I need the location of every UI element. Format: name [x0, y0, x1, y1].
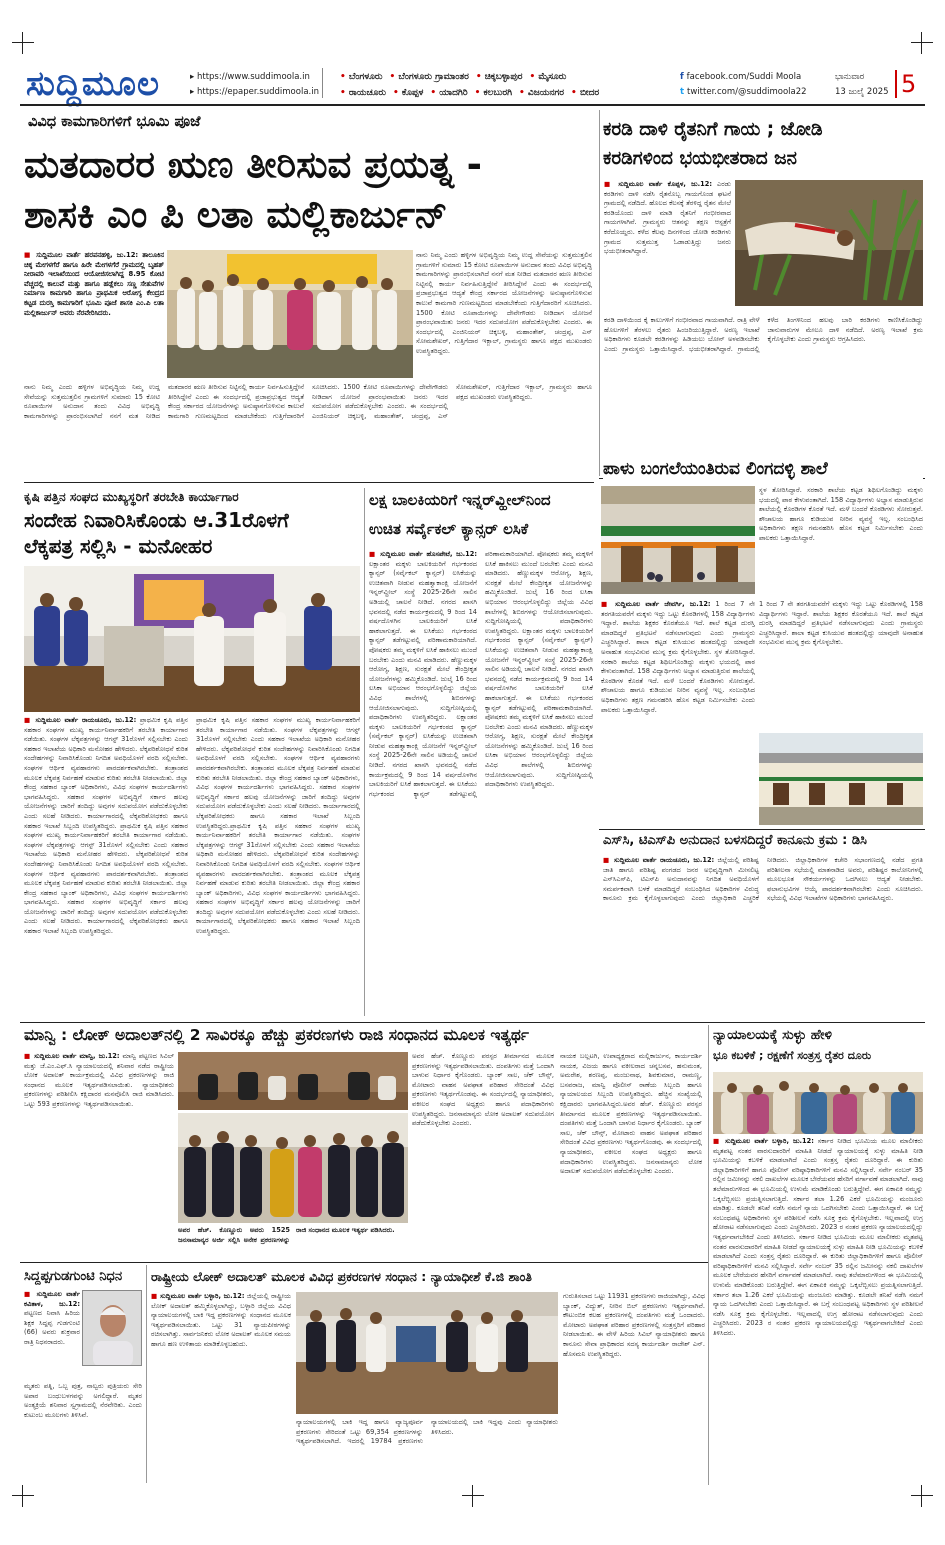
nav-item[interactable]: • ಚಿಕ್ಕಬಳ್ಳಾಪುರ: [476, 72, 523, 82]
adalat-body-left: [24, 1052, 174, 1257]
national-adalat-body-mid: [296, 1418, 558, 1482]
school-photo-2: [759, 733, 923, 825]
masthead-date: [835, 70, 889, 100]
column-divider: [599, 110, 600, 476]
divider: [895, 70, 897, 98]
adalat-headline: ಮಾನ್ವಿ : ಲೋಕ್ ಅದಾಲತ್‌ನಲ್ಲಿ 2 ಸಾವಿರಕ್ಕೂ ಹೆಚ್ಚು ಪ್ರಕರಣಗಳು ರಾಜಿ ಸಂಧಾನದ ಮೂಲಕ ಇತ್ಯರ್ಥ: [24, 1026, 529, 1044]
national-adalat-body-1: ಜಿಲ್ಲೆಯಲ್ಲಿ ರಾಷ್ಟ್ರೀಯ ಲೋಕ್ ಅದಾಲತ್ ಹಮ್ಮಿಕೊಳ್ಳಲಾಗಿದ್ದು, ಬಳ್ಳಾರಿ ಜಿಲ್ಲೆಯ ವಿವಿಧ ನ್ಯಾಯಾಲಯಗಳಲ್ಲಿ ಬಾಕಿ ಇದ್ದ ಪ್ರಕರಣಗಳನ್ನು ಸಂಧಾನದ ಮೂಲಕ ಇತ್ಯರ್ಥಪಡಿಸಲಾಯಿತು. ಒಟ್ಟು 31 ನ್ಯಾಯಪೀಠಗಳನ್ನು ರಚಿಸಲಾಗಿತ್ತು. ಸಾರ್ವಜನಿಕರು ಲೋಕ ಅದಾಲತ್ ಮೂಲಕ ಸಮಯ ಹಾಗೂ ಹಣ ಉಳಿತಾಯ ಮಾಡಿಕೊಳ್ಳಬಹುದು.: [151, 1292, 291, 1348]
school-body-top: [759, 486, 923, 598]
bear-headline-1: ಕರಡಿ ದಾಳಿ ರೈತನಿಗೆ ಗಾಯ ; ಜೋಡಿ: [603, 119, 823, 140]
land-body: [713, 1137, 923, 1482]
training-body-left: [24, 716, 188, 1016]
adalat-caption: ಅಪರ ಹೆಚ್. ಕೊಣ್ಣೂರು ಅವರು 1525 ಜನಸಾಮಾನ್ಯರ ಅರ್ಜಿ ಸಲ್ಲಿಸಿ ಅನೇಕ ಪ್ರಕರಣಗಳನ್ನು ರಾಜಿ ಸಂಧಾನದ ಮೂಲಕ ಇತ್ಯರ್ಥ ಪಡಿಸಿದರು.: [178, 1226, 395, 1244]
lead-body: [24, 383, 592, 478]
nav-item[interactable]: • ಕಲಬುರಗಿ: [475, 88, 512, 98]
training-body-right: [196, 716, 360, 1016]
bear-dateline: ■ ಸುದ್ದಿಮೂಲ ವಾರ್ತೆ ಕೊಪ್ಪಳ, ಜು.12:: [604, 180, 712, 188]
section-rule: [20, 1022, 925, 1023]
twitter-icon: t: [680, 87, 688, 97]
land-photo: [713, 1072, 923, 1134]
bear-body-2: ಕರಡಿ ದಾಳಿಯಿಂದ ಕೈ ಕಾಲುಗಳಿಗೆ ಗಂಭೀರವಾದ ಗಾಯವಾಗಿದೆ. ರಾತ್ರಿ ವೇಳೆ ಹೊಲಗಳಿಗೆ ತೆರಳಲು ರೈತರು ಹಿಂಜರಿಯುತ್ತಿದ್ದಾರೆ. ಅರಣ್ಯ ಇಲಾಖೆ ಅಧಿಕಾರಿಗಳು ಕೂಡಲೇ ಕರಡಿಗಳನ್ನು ಹಿಡಿಯಲು ಬೋನ್ ಅಳವಡಿಸಬೇಕು ಎಂದು ಗ್ರಾಮಸ್ಥರು ಒತ್ತಾಯಿಸಿದ್ದಾರೆ. ಭಯಭೀತರಾಗಿದ್ದಾರೆ. ಗ್ರಾಮದಲ್ಲಿ ಕಳೆದ ತಿಂಗಳಿನಿಂದ ಹಲವು ಬಾರಿ ಕರಡಿಗಳು ಕಾಣಿಸಿಕೊಂಡಿದ್ದು ಜಾನುವಾರುಗಳ ಮೇಲೂ ದಾಳಿ ನಡೆದಿದೆ. ಅರಣ್ಯ ಇಲಾಖೆ ಕ್ರಮ ಕೈಗೊಳ್ಳಬೇಕು ಎಂದು ಗ್ರಾಮಸ್ಥರು ಆಗ್ರಹಿಸಿದರು.: [604, 316, 923, 353]
land-body-cont: ಸರ್ಕಾರ ನೀಡಿದ ಭೂಮಿಯ ಮೂಲ ಮಾಲೀಕರು ಮೃತಪಟ್ಟ ನಂತರ ವಾರಸುದಾರರಿಗೆ ಮಾಹಿತಿ ನೀಡದೆ ನ್ಯಾಯಾಲಯಕ್ಕೆ ಸುಳ್ಳು ಮಾಹಿತಿ ನೀಡಿ ಭೂಮಿಯನ್ನು ಕಬಳಿಕೆ ಮಾಡಲಾಗಿದೆ ಎಂದು ಸಂತ್ರಸ್ತ ರೈತರು ದೂರಿದ್ದಾರೆ. ಈ ಕುರಿತು ಜಿಲ್ಲಾಧಿಕಾರಿಗಳಿಗೆ ಹಾಗೂ ಪೊಲೀಸ್ ವರಿಷ್ಠಾಧಿಕಾರಿಗಳಿಗೆ ಮನವಿ ಸಲ್ಲಿಸಿದ್ದಾರೆ. ಸರ್ವೇ ನಂಬರ್ 35 ರಲ್ಲಿನ ಜಮೀನನ್ನು ನಕಲಿ ದಾಖಲೆಗಳ ಮೂಲಕ ಬೇರೆಯವರ ಹೆಸರಿಗೆ ವರ್ಗಾವಣೆ ಮಾಡಲಾಗಿದೆ. ನಾವು ತಲೆಮಾರುಗಳಿಂದ ಈ ಭೂಮಿಯಲ್ಲಿ ಉಳುಮೆ ಮಾಡಿಕೊಂಡು ಬರುತ್ತಿದ್ದೇವೆ. ಈಗ ಏಕಾಏಕಿ ನಮ್ಮನ್ನು ಒಕ್ಕಲೆಬ್ಬಿಸಲು ಪ್ರಯತ್ನಿಸಲಾಗುತ್ತಿದೆ. ಸರ್ಕಾರ ತಲಾ 1.26 ಎಕರೆ ಭೂಮಿಯನ್ನು ಮಂಜೂರು ಮಾಡಿತ್ತು. ಕೂಡಲೇ ತನಿಖೆ ನಡೆಸಿ ನಮಗೆ ನ್ಯಾಯ ಒದಗಿಸಬೇಕು ಎಂದು ಒತ್ತಾಯಿಸಿದ್ದಾರೆ. ಈ ಬಗ್ಗೆ ಸಂಬಂಧಪಟ್ಟ ಅಧಿಕಾರಿಗಳು ಸ್ಥಳ ಪರಿಶೀಲನೆ ನಡೆಸಿ ಸೂಕ್ತ ಕ್ರಮ ಕೈಗೊಳ್ಳಬೇಕು. ಇಲ್ಲವಾದಲ್ಲಿ ಉಗ್ರ ಹೋರಾಟ ನಡೆಸಲಾಗುವುದು ಎಂದು ಎಚ್ಚರಿಸಿದರು. 2023 ರ ನಂತರ ಪ್ರಕರಣ ನ್ಯಾಯಾಲಯದಲ್ಲಿದ್ದು ಇತ್ಯರ್ಥವಾಗಬೇಕಿದೆ ಎಂದು ತಿಳಿಸಿದರು.: [713, 1232, 923, 1337]
adalat-body-right: [560, 1052, 702, 1257]
facebook-link[interactable]: facebook.com/Suddi Moola: [686, 72, 802, 82]
masthead-social: [680, 70, 807, 100]
school-dateline: ■ ಸುದ್ದಿಮೂಲ ವಾರ್ತೆ ಜೇವರ್ಗಿ, ಜು.12:: [601, 600, 711, 608]
divider: [322, 68, 323, 98]
adalat-photo-1: [178, 1052, 408, 1110]
masthead-logo: ಸುದ್ದಿಮೂಲ: [26, 64, 160, 104]
national-adalat-photo: [296, 1292, 558, 1414]
bear-intro: [604, 180, 731, 315]
school-headline: ಪಾಳು ಬಂಗಲೆಯಂತಿರುವ ಲಿಂಗದಳ್ಳಿ ಶಾಲೆ: [603, 458, 923, 479]
training-body-right-text: ಪ್ರಾಥಮಿಕ ಕೃಷಿ ಪತ್ತಿನ ಸಹಕಾರ ಸಂಘಗಳ ಮುಖ್ಯ ಕಾರ್ಯನಿರ್ವಾಹಕರಿಗೆ ತರಬೇತಿ ಕಾರ್ಯಾಗಾರ ನಡೆಯಿತು. ಸಂಘಗಳ ಲೆಕ್ಕಪತ್ರಗಳನ್ನು ಆಗಸ್ಟ್ 31ರೊಳಗೆ ಸಲ್ಲಿಸಬೇಕು ಎಂದು ಸಹಕಾರ ಇಲಾಖೆಯ ಅಧಿಕಾರಿ ಮನೋಹರ ಹೇಳಿದರು. ಲೆಕ್ಕಪರಿಶೋಧನೆ ಕುರಿತ ಸಂದೇಹಗಳನ್ನು ನಿವಾರಿಸಿಕೊಂಡು ನಿಗದಿತ ಅವಧಿಯೊಳಗೆ ವರದಿ ಸಲ್ಲಿಸಬೇಕು. ಸಂಘಗಳ ಆರ್ಥಿಕ ವ್ಯವಹಾರಗಳು ಪಾರದರ್ಶಕವಾಗಿರಬೇಕು. ತಂತ್ರಾಂಶದ ಮೂಲಕ ಲೆಕ್ಕಪತ್ರ ನಿರ್ವಹಣೆ ಮಾಡುವ ಕುರಿತು ತರಬೇತಿ ನೀಡಲಾಯಿತು. ಜಿಲ್ಲಾ ಕೇಂದ್ರ ಸಹಕಾರ ಬ್ಯಾಂಕ್ ಅಧಿಕಾರಿಗಳು, ವಿವಿಧ ಸಂಘಗಳ ಕಾರ್ಯದರ್ಶಿಗಳು ಭಾಗವಹಿಸಿದ್ದರು. ಸಹಕಾರ ಸಂಘಗಳ ಅಭಿವೃದ್ಧಿಗೆ ಸರ್ಕಾರ ಹಲವು ಯೋಜನೆಗಳನ್ನು ಜಾರಿಗೆ ತಂದಿದ್ದು ಅವುಗಳ ಸದುಪಯೋಗ ಪಡೆದುಕೊಳ್ಳಬೇಕು ಎಂದು ಸಲಹೆ ನೀಡಿದರು. ಕಾರ್ಯಾಗಾರದಲ್ಲಿ ಲೆಕ್ಕಪರಿಶೋಧಕರು ಹಾಗೂ ಸಹಕಾರ ಇಲಾಖೆ ಸಿಬ್ಬಂದಿ ಉಪಸ್ಥಿತರಿದ್ದರು.: [196, 716, 360, 830]
adalat-body-right-cont: ಅವರ ಹೆಚ್. ಕೊಣ್ಣೂರು ಪರಸ್ಪರ ತೀರ್ಮಾನದ ಮೂಲಕ ಪ್ರಕರಣಗಳನ್ನು ಇತ್ಯರ್ಥಪಡಿಸಲಾಯಿತು. ದಂಪತಿಗಳು ಮತ್ತೆ ಒಂದಾಗಿ ಬಾಳುವ ನಿರ್ಧಾರ ಕೈಗೊಂಡರು. ಬ್ಯಾಂಕ್ ಸಾಲ, ಚೆಕ್ ಬೌನ್ಸ್, ಮೋಟಾರು ವಾಹನ ಅಪಘಾತ ಪರಿಹಾರ ಸೇರಿದಂತೆ ವಿವಿಧ ಪ್ರಕರಣಗಳು ಇತ್ಯರ್ಥಗೊಂಡವು. ಈ ಸಂದರ್ಭದಲ್ಲಿ ನ್ಯಾಯಾಧೀಶರು, ವಕೀಲರ ಸಂಘದ ಅಧ್ಯಕ್ಷರು ಹಾಗೂ ಪದಾಧಿಕಾರಿಗಳು ಉಪಸ್ಥಿತರಿದ್ದರು. ಜನಸಾಮಾನ್ಯರು ಲೋಕ ಅದಾಲತ್ ಸದುಪಯೋಗ ಪಡೆದುಕೊಳ್ಳಬೇಕು ಎಂದರು.: [560, 1099, 702, 1176]
day-label: ಭಾನುವಾರ: [835, 72, 865, 82]
lead-headline-1: ಮತದಾರರ ಋಣ ತೀರಿಸುವ ಪ್ರಯತ್ನ -: [24, 143, 482, 186]
masthead-rule: [20, 104, 925, 106]
section-rule: [24, 482, 594, 483]
globe-icon: ▸: [190, 87, 197, 97]
lead-photo: [167, 250, 413, 378]
masthead-nav: [340, 69, 606, 101]
training-photo: [24, 566, 360, 712]
nav-item[interactable]: • ಬೀದರ: [571, 88, 599, 98]
scst-body: [603, 856, 923, 1016]
nav-item[interactable]: • ವಿಜಯನಗರ: [519, 88, 564, 98]
school-body-cont: ಸ್ಥಳ ತೋರಿಸಿದ್ದಾರೆ. ಸರಕಾರಿ ಶಾಲೆಯ ಕಟ್ಟಡ ಶಿಥಿಲಗೊಂಡಿದ್ದು ಮಕ್ಕಳು ಭಯದಲ್ಲಿ ಪಾಠ ಕೇಳುವಂತಾಗಿದೆ. 158 ವಿದ್ಯಾರ್ಥಿಗಳು ಅಭ್ಯಾಸ ಮಾಡುತ್ತಿರುವ ಶಾಲೆಯಲ್ಲಿ ಕೊಠಡಿಗಳ ಕೊರತೆ ಇದೆ. ಮಳೆ ಬಂದರೆ ಕೊಠಡಿಗಳು ಸೋರುತ್ತವೆ. ಶೌಚಾಲಯ ಹಾಗೂ ಕುಡಿಯುವ ನೀರಿನ ವ್ಯವಸ್ಥೆ ಇಲ್ಲ. ಸಂಬಂಧಿಸಿದ ಅಧಿಕಾರಿಗಳು ತಕ್ಷಣ ಗಮನಹರಿಸಿ ಹೊಸ ಕಟ್ಟಡ ನಿರ್ಮಿಸಬೇಕು ಎಂದು ಪಾಲಕರು ಒತ್ತಾಯಿಸಿದ್ದಾರೆ.: [601, 647, 755, 714]
land-headline-2: ಭೂ ಕಬಳಿಕೆ ; ರಕ್ಷಣೆಗೆ ಸಂತ್ರಸ್ತ ರೈತರ ದೂರು: [713, 1049, 872, 1062]
obit-body-2-text: ಮೃತರು ಪತ್ನಿ, ಒಬ್ಬ ಪುತ್ರ, ನಾಲ್ವರು ಪುತ್ರಿಯರು ಸೇರಿ ಅಪಾರ ಬಂಧುಬಳಗವನ್ನು ಅಗಲಿದ್ದಾರೆ. ಮೃತರ ಅಂತ್ಯಕ್ರಿಯೆ ಶನಿವಾರ ಸ್ವಗ್ರಾಮದಲ್ಲಿ ನೆರವೇರಿತು. ಎಂದು ಕುಟುಂಬ ಮೂಲಗಳು ತಿಳಿಸಿವೆ.: [24, 1382, 142, 1419]
masthead-links: [190, 70, 319, 100]
crop-mark: [911, 32, 933, 54]
cancer-body: [369, 550, 593, 1016]
training-headline-1: ಸಂದೇಹ ನಿವಾರಿಸಿಕೊಂಡು ಆ.31ರೊಳಗೆ: [24, 508, 289, 532]
lead-intro-text: ತಾಲೂಕಿನ ಚಿಕ್ಕ ಮೇಗಳಗೆರೆ ಹಾಗೂ ಹಿರೇ ಮೇಗಳಗೆರೆ ಗ್ರಾಮದಲ್ಲಿ ಬೃಹತ್ ನೀರಾವರಿ ಇಲಾಖೆಯಿಂದ ಆಯೋಜಿಸಲಾಗಿದ್ದ 8.95 ಕೋಟಿ ವೆಚ್ಚದಲ್ಲಿ ಕಾಲುವೆ ಮತ್ತು ಹಾಗೂ ಹಡ್ಲೆಕಲು ಸಣ್ಣ ಸೇತುವೆಗಳ ನಿರ್ಮಾಣ ಕಾಮಗಾರಿ ಹಾಗೂ ಪ್ರಾಥಮಿಕ ಆರೋಗ್ಯ ಕೇಂದ್ರದ ಕಟ್ಟಡ ದುರಸ್ತಿ ಕಾಮಗಾರಿಗೆ ಭೂಮಿ ಪೂಜೆ ಶಾಸಕಿ ಎಂ.ಪಿ ಲತಾ ಮಲ್ಲಿಕಾರ್ಜುನ್ ಅವರು ನೆರವೇರಿಸಿದರು.: [24, 251, 164, 317]
lead-kicker: ವಿವಿಧ ಕಾಮಗಾರಿಗಳಿಗೆ ಭೂಮಿ ಪೂಜೆ: [28, 114, 201, 130]
cancer-headline-1: ಲಕ್ಷ ಬಾಲಕಿಯರಿಗೆ ಇನ್ನರ್‌ವ್ಹೀಲ್‌ನಿಂದ: [369, 491, 551, 509]
school-body-right-text: 1 ರಿಂದ 7 ನೇ ತರಗತಿಯವರೆಗೆ ಮಕ್ಕಳು ಇದ್ದು ಒಟ್ಟು ಕೊಠಡಿಗಳಲ್ಲಿ 158 ವಿದ್ಯಾರ್ಥಿಗಳು ಇದ್ದಾರೆ. ಶಾಲೆಯ ಶಿಕ್ಷಕರ ಕೊರತೆಯೂ ಇದೆ. ಶಾಲೆ ಕಟ್ಟಡ ದುರಸ್ತಿ ಮಾಡದಿದ್ದರೆ ಪ್ರತಿಭಟನೆ ನಡೆಸಲಾಗುವುದು ಎಂದು ಗ್ರಾಮಸ್ಥರು ಎಚ್ಚರಿಸಿದ್ದಾರೆ. ಶಾಲಾ ಕಟ್ಟಡ ಕುಸಿಯುವ ಹಂತದಲ್ಲಿದ್ದು ಯಾವುದೇ ಅನಾಹುತ ಸಂಭವಿಸುವ ಮುನ್ನ ಕ್ರಮ ಕೈಗೊಳ್ಳಬೇಕು.: [759, 600, 923, 647]
scst-dateline: ■ ಸುದ್ದಿಮೂಲ ವಾರ್ತೆ ರಾಯಚೂರು, ಜು.12:: [603, 856, 714, 864]
obit-body-1-text: ಪಟ್ಟಣದ ನಿವಾಸಿ ಹಿರಿಯ ಶಿಕ್ಷಕ ಸಿದ್ದಪ್ಪ ಗುಡಗುಂಟಿ (66) ಅವರು ಶುಕ್ರವಾರ ರಾತ್ರಿ ನಿಧನರಾದರು.: [24, 1309, 80, 1346]
national-adalat-body-3: ಗುರುತಿಸಲಾದ ಒಟ್ಟು 11931 ಪ್ರಕರಣಗಳು ರಾಜಿಯಾಗಿದ್ದು, ವಿವಿಧ ಬ್ಯಾಂಕ್, ವಿದ್ಯುತ್, ನೀರಿನ ಬಿಲ್ ಪ್ರಕರಣಗಳು ಇತ್ಯರ್ಥವಾಗಿವೆ. ಕೌಟುಂಬಿಕ ಕಲಹ ಪ್ರಕರಣಗಳಲ್ಲಿ ದಂಪತಿಗಳು ಮತ್ತೆ ಒಂದಾದರು. ಮೋಟಾರು ಅಪಘಾತ ಪರಿಹಾರ ಪ್ರಕರಣಗಳಲ್ಲಿ ಸಂತ್ರಸ್ತರಿಗೆ ಪರಿಹಾರ ನೀಡಲಾಯಿತು. ಈ ವೇಳೆ ಹಿರಿಯ ಸಿವಿಲ್ ನ್ಯಾಯಾಧೀಶರು ಹಾಗೂ ಕಾನೂನು ಸೇವಾ ಪ್ರಾಧಿಕಾರದ ಸದಸ್ಯ ಕಾರ್ಯದರ್ಶಿ ರಾಜೇಶ್ ಎನ್. ಹೊಸಮನಿ ಉಪಸ್ಥಿತರಿದ್ದರು.: [563, 1292, 705, 1358]
crop-mark: [12, 32, 34, 54]
crop-mark: [462, 1485, 484, 1507]
page-number: 5: [901, 70, 917, 98]
date-label: 13 ಜುಲೈ 2025: [835, 87, 889, 97]
cancer-headline-2: ಉಚಿತ ಸರ್ವೈಕಲ್ ಕ್ಯಾನ್ಸರ್ ಲಸಿಕೆ: [369, 520, 529, 538]
crop-mark: [12, 1485, 34, 1507]
lead-dateline: ■ ಸುದ್ದಿಮೂಲ ವಾರ್ತೆ ಹರಪನಹಳ್ಳಿ, ಜು.12:: [24, 251, 138, 259]
obit-headline: ಸಿದ್ದಪ್ಪಗುಡಗುಂಟಿ ನಿಧನ: [24, 1269, 123, 1284]
facebook-icon: f: [680, 72, 687, 82]
section-rule: [20, 1262, 708, 1263]
lead-body-text: ನಾನು ನಿಮ್ಮ ಎಂದು ಹಳ್ಳಿಗಳ ಅಭಿವೃದ್ಧಿಯ ನಿಮ್ಮ ಉದ್ದ ಸೇವೆಯನ್ನು ಸುತ್ತಮುತ್ತಲಿನ ಗ್ರಾಮಗಳಿಗೆ ಸುಮಾರು 15 ಕೋಟಿ ರೂಪಾಯಿಗಳ ಅನುದಾನ ತಂದು ವಿವಿಧ ಅಭಿವೃದ್ಧಿ ಕಾಮಗಾರಿಗಳನ್ನು ಪ್ರಾರಂಭಿಸಲಾಗಿದೆ ನನಗೆ ಮತ ನೀಡಿದ ಮತದಾರರ ಋಣ ತೀರಿಸುವ ನಿಟ್ಟಿನಲ್ಲಿ ಕಾರ್ಯ ನಿರ್ವಹಿಸುತ್ತಿದ್ದೇನೆ ತೀರಿಸಿದ್ದೇನೆ ಎಂದು ಈ ಸಂದರ್ಭದಲ್ಲಿ ಪ್ರಜಾಪ್ರಭುತ್ವದ ಆದ್ಯತೆ ಕೇಂದ್ರ ಸರ್ಕಾರದ ಯೋಜನೆಗಳನ್ನು ಅನುಷ್ಠಾನಗೊಳಿಸುವ ಕಾಲುವೆ ಕಾಮಗಾರಿ ಗುಣಮಟ್ಟದಿಂದ ಮಾಡಬೇಕೆಂದು ಗುತ್ತಿಗೆದಾರರಿಗೆ ಸೂಚಿಸಿದರು. 1500 ಕೋಟಿ ರೂಪಾಯಿಗಳನ್ನು ದೇವೇಗೌಡರು ನೀಡಿದಾಗ ಯೋಜನೆ ಪ್ರಾರಂಭವಾಯಿತು ಜನರು ಇದರ ಸದುಪಯೋಗ ಪಡೆದುಕೊಳ್ಳಬೇಕು ಎಂದರು. ಈ ಸಂದರ್ಭದಲ್ಲಿ ಎಂಜಿನಿಯರ್ ಚಿಕ್ಕಬಳ್ಳಿ, ಮಹಾಂತೇಶ್, ಚಂದ್ರಪ್ಪ, ಎಸ್ ಸೋಮಶೇಖರ್, ಗುತ್ತಿಗೆದಾರ ಇಕ್ಬಾಲ್, ಗ್ರಾಮಸ್ಥರು ಹಾಗೂ ಪಕ್ಷದ ಮುಖಂಡರು ಉಪಸ್ಥಿತರಿದ್ದರು.: [24, 383, 592, 420]
nav-item[interactable]: • ರಾಯಚೂರು: [340, 88, 386, 98]
adalat-dateline: ■ ಸುದ್ದಿಮೂಲ ವಾರ್ತೆ ಮಾನ್ವಿ, ಜು.12:: [24, 1052, 120, 1060]
training-body-cont: ಪ್ರಾಥಮಿಕ ಕೃಷಿ ಪತ್ತಿನ ಸಹಕಾರ ಸಂಘಗಳ ಮುಖ್ಯ ಕಾರ್ಯನಿರ್ವಾಹಕರಿಗೆ ತರಬೇತಿ ಕಾರ್ಯಾಗಾರ ನಡೆಯಿತು. ಸಂಘಗಳ ಲೆಕ್ಕಪತ್ರಗಳನ್ನು ಆಗಸ್ಟ್ 31ರೊಳಗೆ ಸಲ್ಲಿಸಬೇಕು ಎಂದು ಸಹಕಾರ ಇಲಾಖೆಯ ಅಧಿಕಾರಿ ಮನೋಹರ ಹೇಳಿದರು. ಲೆಕ್ಕಪರಿಶೋಧನೆ ಕುರಿತ ಸಂದೇಹಗಳನ್ನು ನಿವಾರಿಸಿಕೊಂಡು ನಿಗದಿತ ಅವಧಿಯೊಳಗೆ ವರದಿ ಸಲ್ಲಿಸಬೇಕು. ಸಂಘಗಳ ಆರ್ಥಿಕ ವ್ಯವಹಾರಗಳು ಪಾರದರ್ಶಕವಾಗಿರಬೇಕು. ತಂತ್ರಾಂಶದ ಮೂಲಕ ಲೆಕ್ಕಪತ್ರ ನಿರ್ವಹಣೆ ಮಾಡುವ ಕುರಿತು ತರಬೇತಿ ನೀಡಲಾಯಿತು. ಜಿಲ್ಲಾ ಕೇಂದ್ರ ಸಹಕಾರ ಬ್ಯಾಂಕ್ ಅಧಿಕಾರಿಗಳು, ವಿವಿಧ ಸಂಘಗಳ ಕಾರ್ಯದರ್ಶಿಗಳು ಭಾಗವಹಿಸಿದ್ದರು. ಸಹಕಾರ ಸಂಘಗಳ ಅಭಿವೃದ್ಧಿಗೆ ಸರ್ಕಾರ ಹಲವು ಯೋಜನೆಗಳನ್ನು ಜಾರಿಗೆ ತಂದಿದ್ದು ಅವುಗಳ ಸದುಪಯೋಗ ಪಡೆದುಕೊಳ್ಳಬೇಕು ಎಂದು ಸಲಹೆ ನೀಡಿದರು. ಕಾರ್ಯಾಗಾರದಲ್ಲಿ ಲೆಕ್ಕಪರಿಶೋಧಕರು ಹಾಗೂ ಸಹಕಾರ ಇಲಾಖೆ ಸಿಬ್ಬಂದಿ ಉಪಸ್ಥಿತರಿದ್ದರು.: [24, 821, 188, 936]
cancer-body-cont-2: ಲಕ್ಷಾಂತರ ಮಕ್ಕಳು ಬಾಲಕಿಯರಿಗೆ ಗರ್ಭಕಂಠದ ಕ್ಯಾನ್ಸರ್ (ಸರ್ವೈಕಲ್ ಕ್ಯಾನ್ಸರ್) ಲಸಿಕೆಯನ್ನು ಉಚಿತವಾಗಿ ನೀಡುವ ಮಹತ್ವಾಕಾಂಕ್ಷಿ ಯೋಜನೆಗೆ ಇನ್ನರ್‌ವ್ಹೀಲ್ ಸಂಸ್ಥೆ 2025-26ನೇ ಸಾಲಿನ ಅಡಿಯಲ್ಲಿ ಚಾಲನೆ ನೀಡಿದೆ. ನಗರದ ಖಾಸಗಿ ಭವನದಲ್ಲಿ ನಡೆದ ಕಾರ್ಯಕ್ರಮದಲ್ಲಿ 9 ರಿಂದ 14 ವರ್ಷದೊಳಗಿನ ಬಾಲಕಿಯರಿಗೆ ಲಸಿಕೆ ಹಾಕಲಾಗುತ್ತದೆ. ಈ ಲಸಿಕೆಯು ಗರ್ಭಕಂಠದ ಕ್ಯಾನ್ಸರ್ ತಡೆಗಟ್ಟುವಲ್ಲಿ ಪರಿಣಾಮಕಾರಿಯಾಗಿದೆ. ಪೋಷಕರು ತಮ್ಮ ಮಕ್ಕಳಿಗೆ ಲಸಿಕೆ ಹಾಕಿಸಲು ಮುಂದೆ ಬರಬೇಕು ಎಂದು ಮನವಿ ಮಾಡಿದರು. ಹೆಣ್ಣುಮಕ್ಕಳ ಆರೋಗ್ಯ, ಶಿಕ್ಷಣ, ಸುರಕ್ಷತೆ ಮೇಲೆ ಕೇಂದ್ರೀಕೃತ ಯೋಜನೆಗಳನ್ನು ಹಮ್ಮಿಕೊಂಡಿದೆ. ಜುಲೈ 16 ರಿಂದ ಲಸಿಕಾ ಅಭಿಯಾನ ಆರಂಭಗೊಳ್ಳಲಿದ್ದು ಜಿಲ್ಲೆಯ ವಿವಿಧ ಶಾಲೆಗಳಲ್ಲಿ ಶಿಬಿರಗಳನ್ನು ಆಯೋಜಿಸಲಾಗುವುದು. ಸುದ್ದಿಗೋಷ್ಠಿಯಲ್ಲಿ ಪದಾಧಿಕಾರಿಗಳು ಉಪಸ್ಥಿತರಿದ್ದರು.: [485, 626, 593, 789]
adalat-body-mid: [412, 1052, 554, 1257]
nav-item[interactable]: • ಯಾದಗಿರಿ: [430, 88, 467, 98]
training-body-right-cont: ಪ್ರಾಥಮಿಕ ಕೃಷಿ ಪತ್ತಿನ ಸಹಕಾರ ಸಂಘಗಳ ಮುಖ್ಯ ಕಾರ್ಯನಿರ್ವಾಹಕರಿಗೆ ತರಬೇತಿ ಕಾರ್ಯಾಗಾರ ನಡೆಯಿತು. ಸಂಘಗಳ ಲೆಕ್ಕಪತ್ರಗಳನ್ನು ಆಗಸ್ಟ್ 31ರೊಳಗೆ ಸಲ್ಲಿಸಬೇಕು ಎಂದು ಸಹಕಾರ ಇಲಾಖೆಯ ಅಧಿಕಾರಿ ಮನೋಹರ ಹೇಳಿದರು. ಲೆಕ್ಕಪರಿಶೋಧನೆ ಕುರಿತ ಸಂದೇಹಗಳನ್ನು ನಿವಾರಿಸಿಕೊಂಡು ನಿಗದಿತ ಅವಧಿಯೊಳಗೆ ವರದಿ ಸಲ್ಲಿಸಬೇಕು. ಸಂಘಗಳ ಆರ್ಥಿಕ ವ್ಯವಹಾರಗಳು ಪಾರದರ್ಶಕವಾಗಿರಬೇಕು. ತಂತ್ರಾಂಶದ ಮೂಲಕ ಲೆಕ್ಕಪತ್ರ ನಿರ್ವಹಣೆ ಮಾಡುವ ಕುರಿತು ತರಬೇತಿ ನೀಡಲಾಯಿತು. ಜಿಲ್ಲಾ ಕೇಂದ್ರ ಸಹಕಾರ ಬ್ಯಾಂಕ್ ಅಧಿಕಾರಿಗಳು, ವಿವಿಧ ಸಂಘಗಳ ಕಾರ್ಯದರ್ಶಿಗಳು ಭಾಗವಹಿಸಿದ್ದರು. ಸಹಕಾರ ಸಂಘಗಳ ಅಭಿವೃದ್ಧಿಗೆ ಸರ್ಕಾರ ಹಲವು ಯೋಜನೆಗಳನ್ನು ಜಾರಿಗೆ ತಂದಿದ್ದು ಅವುಗಳ ಸದುಪಯೋಗ ಪಡೆದುಕೊಳ್ಳಬೇಕು ಎಂದು ಸಲಹೆ ನೀಡಿದರು. ಕಾರ್ಯಾಗಾರದಲ್ಲಿ ಲೆಕ್ಕಪರಿಶೋಧಕರು ಹಾಗೂ ಸಹಕಾರ ಇಲಾಖೆ ಸಿಬ್ಬಂದಿ ಉಪಸ್ಥಿತರಿದ್ದರು.: [196, 821, 360, 936]
crop-mark: [911, 1485, 933, 1507]
globe-icon: ▸: [190, 72, 197, 82]
training-headline-2: ಲೆಕ್ಕಪತ್ರ ಸಲ್ಲಿಸಿ - ಮನೋಹರ: [24, 534, 213, 558]
bear-body: [604, 316, 923, 474]
lead-headline-2: ಶಾಸಕಿ ಎಂ ಪಿ ಲತಾ ಮಲ್ಲಿಕಾರ್ಜುನ್: [24, 193, 448, 236]
obit-portrait: [82, 1290, 142, 1366]
school-photo-1: [601, 486, 755, 594]
column-divider: [708, 1025, 709, 1485]
nav-item[interactable]: • ಮೈಸೂರು: [530, 72, 567, 82]
scst-headline: ಎಸ್‌ಸಿ, ಟಿಎಸ್‌ಪಿ ಅನುದಾನ ಬಳಸದಿದ್ದರೆ ಕಾನೂನು ಕ್ರಮ : ಡಿಸಿ: [603, 833, 867, 848]
land-headline-1: ನ್ಯಾಯಾಲಯಕ್ಕೆ ಸುಳ್ಳು ಹೇಳಿ: [713, 1027, 832, 1043]
adalat-body-2: ಅವರ ಹೆಚ್. ಕೊಣ್ಣೂರು ಪರಸ್ಪರ ತೀರ್ಮಾನದ ಮೂಲಕ ಪ್ರಕರಣಗಳನ್ನು ಇತ್ಯರ್ಥಪಡಿಸಲಾಯಿತು. ದಂಪತಿಗಳು ಮತ್ತೆ ಒಂದಾಗಿ ಬಾಳುವ ನಿರ್ಧಾರ ಕೈಗೊಂಡರು. ಬ್ಯಾಂಕ್ ಸಾಲ, ಚೆಕ್ ಬೌನ್ಸ್, ಮೋಟಾರು ವಾಹನ ಅಪಘಾತ ಪರಿಹಾರ ಸೇರಿದಂತೆ ವಿವಿಧ ಪ್ರಕರಣಗಳು ಇತ್ಯರ್ಥಗೊಂಡವು. ಈ ಸಂದರ್ಭದಲ್ಲಿ ನ್ಯಾಯಾಧೀಶರು, ವಕೀಲರ ಸಂಘದ ಅಧ್ಯಕ್ಷರು ಹಾಗೂ ಪದಾಧಿಕಾರಿಗಳು ಉಪಸ್ಥಿತರಿದ್ದರು. ಜನಸಾಮಾನ್ಯರು ಲೋಕ ಅದಾಲತ್ ಸದುಪಯೋಗ ಪಡೆದುಕೊಳ್ಳಬೇಕು ಎಂದರು.: [412, 1052, 554, 1128]
lead-intro: [24, 251, 164, 378]
national-adalat-body-2: ನ್ಯಾಯಾಲಯಗಳಲ್ಲಿ ಬಾಕಿ ಇದ್ದ ಹಾಗೂ ವ್ಯಾಜ್ಯಪೂರ್ವ ಪ್ರಕರಣಗಳು ಸೇರಿದಂತೆ ಒಟ್ಟು 69,354 ಪ್ರಕರಣಗಳನ್ನು ಇತ್ಯರ್ಥಪಡಿಸಲಾಗಿದೆ. ಇದರಲ್ಲಿ 19784 ಪ್ರಕರಣಗಳು ನ್ಯಾಯಾಲಯದಲ್ಲಿ ಬಾಕಿ ಇದ್ದವು ಎಂದು ನ್ಯಾಯಾಧೀಶರು ತಿಳಿಸಿದರು.: [296, 1418, 558, 1446]
land-body-text: ಸರ್ಕಾರ ನೀಡಿದ ಭೂಮಿಯ ಮೂಲ ಮಾಲೀಕರು ಮೃತಪಟ್ಟ ನಂತರ ವಾರಸುದಾರರಿಗೆ ಮಾಹಿತಿ ನೀಡದೆ ನ್ಯಾಯಾಲಯಕ್ಕೆ ಸುಳ್ಳು ಮಾಹಿತಿ ನೀಡಿ ಭೂಮಿಯನ್ನು ಕಬಳಿಕೆ ಮಾಡಲಾಗಿದೆ ಎಂದು ಸಂತ್ರಸ್ತ ರೈತರು ದೂರಿದ್ದಾರೆ. ಈ ಕುರಿತು ಜಿಲ್ಲಾಧಿಕಾರಿಗಳಿಗೆ ಹಾಗೂ ಪೊಲೀಸ್ ವರಿಷ್ಠಾಧಿಕಾರಿಗಳಿಗೆ ಮನವಿ ಸಲ್ಲಿಸಿದ್ದಾರೆ. ಸರ್ವೇ ನಂಬರ್ 35 ರಲ್ಲಿನ ಜಮೀನನ್ನು ನಕಲಿ ದಾಖಲೆಗಳ ಮೂಲಕ ಬೇರೆಯವರ ಹೆಸರಿಗೆ ವರ್ಗಾವಣೆ ಮಾಡಲಾಗಿದೆ. ನಾವು ತಲೆಮಾರುಗಳಿಂದ ಈ ಭೂಮಿಯಲ್ಲಿ ಉಳುಮೆ ಮಾಡಿಕೊಂಡು ಬರುತ್ತಿದ್ದೇವೆ. ಈಗ ಏಕಾಏಕಿ ನಮ್ಮನ್ನು ಒಕ್ಕಲೆಬ್ಬಿಸಲು ಪ್ರಯತ್ನಿಸಲಾಗುತ್ತಿದೆ. ಸರ್ಕಾರ ತಲಾ 1.26 ಎಕರೆ ಭೂಮಿಯನ್ನು ಮಂಜೂರು ಮಾಡಿತ್ತು. ಕೂಡಲೇ ತನಿಖೆ ನಡೆಸಿ ನಮಗೆ ನ್ಯಾಯ ಒದಗಿಸಬೇಕು ಎಂದು ಒತ್ತಾಯಿಸಿದ್ದಾರೆ. ಈ ಬಗ್ಗೆ ಸಂಬಂಧಪಟ್ಟ ಅಧಿಕಾರಿಗಳು ಸ್ಥಳ ಪರಿಶೀಲನೆ ನಡೆಸಿ ಸೂಕ್ತ ಕ್ರಮ ಕೈಗೊಳ್ಳಬೇಕು. ಇಲ್ಲವಾದಲ್ಲಿ ಉಗ್ರ ಹೋರಾಟ ನಡೆಸಲಾಗುವುದು ಎಂದು ಎಚ್ಚರಿಸಿದರು. 2023 ರ ನಂತರ ಪ್ರಕರಣ ನ್ಯಾಯಾಲಯದಲ್ಲಿದ್ದು ಇತ್ಯರ್ಥವಾಗಬೇಕಿದೆ ಎಂದು ತಿಳಿಸಿದರು.: [713, 1137, 923, 1241]
adalat-body-1: ಮಾನ್ವಿ ಪಟ್ಟಣದ ಸಿವಿಲ್ ಮತ್ತು ಜೆ.ಎಂ.ಎಫ್.ಸಿ ನ್ಯಾಯಾಲಯದಲ್ಲಿ ಶನಿವಾರ ನಡೆದ ರಾಷ್ಟ್ರೀಯ ಲೋಕ ಅದಾಲತ್ ಕಾರ್ಯಕ್ರಮದಲ್ಲಿ ವಿವಿಧ ಪ್ರಕರಣಗಳನ್ನು ರಾಜಿ ಸಂಧಾನದ ಮೂಲಕ ಇತ್ಯರ್ಥಪಡಿಸಲಾಯಿತು. ನ್ಯಾಯಾಧೀಶರು ಪ್ರಕರಣಗಳನ್ನು ಪರಿಶೀಲಿಸಿ ಕಕ್ಷಿದಾರರ ಮನವೊಲಿಸಿ ರಾಜಿ ಮಾಡಿಸಿದರು. ಒಟ್ಟು 593 ಪ್ರಕರಣಗಳನ್ನು ಇತ್ಯರ್ಥಪಡಿಸಲಾಯಿತು.: [24, 1052, 174, 1108]
nav-row-2: [340, 85, 606, 101]
national-adalat-dateline: ■ ಸುದ್ದಿಮೂಲ ವಾರ್ತೆ ಬಳ್ಳಾರಿ, ಜು.12:: [151, 1292, 244, 1300]
obit-body-2: [24, 1382, 142, 1482]
bear-photo: [735, 180, 923, 306]
scst-body-text: ಜಿಲ್ಲೆಯಲ್ಲಿ ಪರಿಶಿಷ್ಟ ಜಾತಿ ಹಾಗೂ ಪರಿಶಿಷ್ಟ ಪಂಗಡದ ಜನರ ಅಭಿವೃದ್ಧಿಗಾಗಿ ಮೀಸಲಿಟ್ಟ ಎಸ್‌ಸಿಎಸ್‌ಪಿ, ಟಿಎಸ್‌ಪಿ ಅನುದಾನವನ್ನು ನಿಗದಿತ ಅವಧಿಯೊಳಗೆ ಸಮರ್ಪಕವಾಗಿ ಬಳಕೆ ಮಾಡದಿದ್ದರೆ ಸಂಬಂಧಿಸಿದ ಅಧಿಕಾರಿಗಳ ವಿರುದ್ಧ ಕಾನೂನು ಕ್ರಮ ಕೈಗೊಳ್ಳಲಾಗುವುದು ಎಂದು ಜಿಲ್ಲಾಧಿಕಾರಿ ಎಚ್ಚರಿಕೆ ನೀಡಿದರು. ಜಿಲ್ಲಾಧಿಕಾರಿಗಳ ಕಚೇರಿ ಸಭಾಂಗಣದಲ್ಲಿ ನಡೆದ ಪ್ರಗತಿ ಪರಿಶೀಲನಾ ಸಭೆಯಲ್ಲಿ ಮಾತನಾಡಿದ ಅವರು, ಪರಿಶಿಷ್ಟರ ಕಾಲೋನಿಗಳಲ್ಲಿ ಮೂಲಭೂತ ಸೌಕರ್ಯಗಳನ್ನು ಒದಗಿಸಲು ಆದ್ಯತೆ ನೀಡಬೇಕು. ಫಲಾನುಭವಿಗಳ ಆಯ್ಕೆ ಪಾರದರ್ಶಕವಾಗಿರಬೇಕು ಎಂದು ಸೂಚಿಸಿದರು. ಸಭೆಯಲ್ಲಿ ವಿವಿಧ ಇಲಾಖೆಗಳ ಅಧಿಕಾರಿಗಳು ಭಾಗವಹಿಸಿದ್ದರು.: [603, 856, 923, 903]
bear-body-1: ಎರಡು ಕರಡಿಗಳು ದಾಳಿ ನಡೆಸಿ ರೈತನೊಬ್ಬ ಗಾಯಗೊಂಡ ಘಟನೆ ಗ್ರಾಮದಲ್ಲಿ ನಡೆದಿದೆ. ಹೊಲದ ಕೆಲಸಕ್ಕೆ ತೆರಳಿದ್ದ ರೈತನ ಮೇಲೆ ಕರಡಿಯೊಂದು ದಾಳಿ ಮಾಡಿ ರೈತನಿಗೆ ಗಂಭೀರವಾದ ಗಾಯಗಳಾಗಿವೆ. ಗ್ರಾಮಸ್ಥರು ಆತನನ್ನು ತಕ್ಷಣ ಆಸ್ಪತ್ರೆಗೆ ಕರೆದೊಯ್ದರು. ಕಳೆದ ಕೆಲವು ದಿನಗಳಿಂದ ಜೋಡಿ ಕರಡಿಗಳು ಗ್ರಾಮದ ಸುತ್ತಮುತ್ತ ಓಡಾಡುತ್ತಿದ್ದು ಜನರು ಭಯಭೀತರಾಗಿದ್ದಾರೆ.: [604, 180, 731, 256]
adalat-body-3: ನಾಯಕ ಬಲ್ಲಟಗಿ, ಉಪಾಧ್ಯಕ್ಷರಾದ ಮಲ್ಲಿಕಾರ್ಜುನ, ಕಾರ್ಯದರ್ಶಿ ನಾಯಕ, ವಿಜಯ ಹಾಗೂ ವಕೀಲರಾದ ಚನ್ನಬಸವ, ಹನುಮಂತ, ಅಮರೇಶ, ಶರಣಪ್ಪ, ಮಂಜುನಾಥ, ಶಿವಕುಮಾರ, ರಾಮಣ್ಣ, ಬಸವರಾಜ, ಮಾನ್ವಿ ಪೊಲೀಸ್ ಠಾಣೆಯ ಸಿಬ್ಬಂದಿ ಹಾಗೂ ನ್ಯಾಯಾಲಯದ ಸಿಬ್ಬಂದಿ ಉಪಸ್ಥಿತರಿದ್ದರು. ಹೆಚ್ಚಿನ ಸಂಖ್ಯೆಯಲ್ಲಿ ಕಕ್ಷಿದಾರರು ಭಾಗವಹಿಸಿದ್ದರು.: [560, 1052, 702, 1108]
column-divider: [146, 1265, 147, 1483]
cancer-dateline: ■ ಸುದ್ದಿಮೂಲ ವಾರ್ತೆ ಹೊಸಪೇಟೆ, ಜು.12:: [369, 550, 477, 558]
national-adalat-body-right: [563, 1292, 705, 1482]
lead-column-right: [416, 251, 592, 378]
training-dateline: ■ ಸುದ್ದಿಮೂಲ ವಾರ್ತೆ ರಾಯಚೂರು, ಜು.12:: [24, 716, 136, 724]
training-body-text: ಪ್ರಾಥಮಿಕ ಕೃಷಿ ಪತ್ತಿನ ಸಹಕಾರ ಸಂಘಗಳ ಮುಖ್ಯ ಕಾರ್ಯನಿರ್ವಾಹಕರಿಗೆ ತರಬೇತಿ ಕಾರ್ಯಾಗಾರ ನಡೆಯಿತು. ಸಂಘಗಳ ಲೆಕ್ಕಪತ್ರಗಳನ್ನು ಆಗಸ್ಟ್ 31ರೊಳಗೆ ಸಲ್ಲಿಸಬೇಕು ಎಂದು ಸಹಕಾರ ಇಲಾಖೆಯ ಅಧಿಕಾರಿ ಮನೋಹರ ಹೇಳಿದರು. ಲೆಕ್ಕಪರಿಶೋಧನೆ ಕುರಿತ ಸಂದೇಹಗಳನ್ನು ನಿವಾರಿಸಿಕೊಂಡು ನಿಗದಿತ ಅವಧಿಯೊಳಗೆ ವರದಿ ಸಲ್ಲಿಸಬೇಕು. ಸಂಘಗಳ ಆರ್ಥಿಕ ವ್ಯವಹಾರಗಳು ಪಾರದರ್ಶಕವಾಗಿರಬೇಕು. ತಂತ್ರಾಂಶದ ಮೂಲಕ ಲೆಕ್ಕಪತ್ರ ನಿರ್ವಹಣೆ ಮಾಡುವ ಕುರಿತು ತರಬೇತಿ ನೀಡಲಾಯಿತು. ಜಿಲ್ಲಾ ಕೇಂದ್ರ ಸಹಕಾರ ಬ್ಯಾಂಕ್ ಅಧಿಕಾರಿಗಳು, ವಿವಿಧ ಸಂಘಗಳ ಕಾರ್ಯದರ್ಶಿಗಳು ಭಾಗವಹಿಸಿದ್ದರು. ಸಹಕಾರ ಸಂಘಗಳ ಅಭಿವೃದ್ಧಿಗೆ ಸರ್ಕಾರ ಹಲವು ಯೋಜನೆಗಳನ್ನು ಜಾರಿಗೆ ತಂದಿದ್ದು ಅವುಗಳ ಸದುಪಯೋಗ ಪಡೆದುಕೊಳ್ಳಬೇಕು ಎಂದು ಸಲಹೆ ನೀಡಿದರು. ಕಾರ್ಯಾಗಾರದಲ್ಲಿ ಲೆಕ್ಕಪರಿಶೋಧಕರು ಹಾಗೂ ಸಹಕಾರ ಇಲಾಖೆ ಸಿಬ್ಬಂದಿ ಉಪಸ್ಥಿತರಿದ್ದರು.: [24, 716, 188, 830]
obit-body-1: [24, 1290, 80, 1380]
nav-item[interactable]: • ಕೊಪ್ಪಳ: [393, 88, 423, 98]
school-body-right: [759, 600, 923, 730]
national-adalat-body-left: [151, 1292, 291, 1482]
column-divider: [364, 488, 365, 1016]
obit-dateline: ■ ಸುದ್ದಿಮೂಲ ವಾರ್ತೆ ಕವಿತಾಳ, ಜು.12:: [24, 1290, 80, 1308]
lead-body-right: ನಾನು ನಿಮ್ಮ ಎಂದು ಹಳ್ಳಿಗಳ ಅಭಿವೃದ್ಧಿಯ ನಿಮ್ಮ ಉದ್ದ ಸೇವೆಯನ್ನು ಸುತ್ತಮುತ್ತಲಿನ ಗ್ರಾಮಗಳಿಗೆ ಸುಮಾರು 15 ಕೋಟಿ ರೂಪಾಯಿಗಳ ಅನುದಾನ ತಂದು ವಿವಿಧ ಅಭಿವೃದ್ಧಿ ಕಾಮಗಾರಿಗಳನ್ನು ಪ್ರಾರಂಭಿಸಲಾಗಿದೆ ನನಗೆ ಮತ ನೀಡಿದ ಮತದಾರರ ಋಣ ತೀರಿಸುವ ನಿಟ್ಟಿನಲ್ಲಿ ಕಾರ್ಯ ನಿರ್ವಹಿಸುತ್ತಿದ್ದೇನೆ ತೀರಿಸಿದ್ದೇನೆ ಎಂದು ಈ ಸಂದರ್ಭದಲ್ಲಿ ಪ್ರಜಾಪ್ರಭುತ್ವದ ಆದ್ಯತೆ ಕೇಂದ್ರ ಸರ್ಕಾರದ ಯೋಜನೆಗಳನ್ನು ಅನುಷ್ಠಾನಗೊಳಿಸುವ ಕಾಲುವೆ ಕಾಮಗಾರಿ ಗುಣಮಟ್ಟದಿಂದ ಮಾಡಬೇಕೆಂದು ಗುತ್ತಿಗೆದಾರರಿಗೆ ಸೂಚಿಸಿದರು. 1500 ಕೋಟಿ ರೂಪಾಯಿಗಳನ್ನು ದೇವೇಗೌಡರು ನೀಡಿದಾಗ ಯೋಜನೆ ಪ್ರಾರಂಭವಾಯಿತು ಜನರು ಇದರ ಸದುಪಯೋಗ ಪಡೆದುಕೊಳ್ಳಬೇಕು ಎಂದರು. ಈ ಸಂದರ್ಭದಲ್ಲಿ ಎಂಜಿನಿಯರ್ ಚಿಕ್ಕಬಳ್ಳಿ, ಮಹಾಂತೇಶ್, ಚಂದ್ರಪ್ಪ, ಎಸ್ ಸೋಮಶೇಖರ್, ಗುತ್ತಿಗೆದಾರ ಇಕ್ಬಾಲ್, ಗ್ರಾಮಸ್ಥರು ಹಾಗೂ ಪಕ್ಷದ ಮುಖಂಡರು ಉಪಸ್ಥಿತರಿದ್ದರು.: [416, 251, 592, 355]
nav-item[interactable]: • ಬೆಂಗಳೂರು ಗ್ರಾಮಾಂತರ: [390, 72, 469, 82]
website-link[interactable]: https://www.suddimoola.in: [196, 72, 310, 82]
cancer-body-text: ಲಕ್ಷಾಂತರ ಮಕ್ಕಳು ಬಾಲಕಿಯರಿಗೆ ಗರ್ಭಕಂಠದ ಕ್ಯಾನ್ಸರ್ (ಸರ್ವೈಕಲ್ ಕ್ಯಾನ್ಸರ್) ಲಸಿಕೆಯನ್ನು ಉಚಿತವಾಗಿ ನೀಡುವ ಮಹತ್ವಾಕಾಂಕ್ಷಿ ಯೋಜನೆಗೆ ಇನ್ನರ್‌ವ್ಹೀಲ್ ಸಂಸ್ಥೆ 2025-26ನೇ ಸಾಲಿನ ಅಡಿಯಲ್ಲಿ ಚಾಲನೆ ನೀಡಿದೆ. ನಗರದ ಖಾಸಗಿ ಭವನದಲ್ಲಿ ನಡೆದ ಕಾರ್ಯಕ್ರಮದಲ್ಲಿ 9 ರಿಂದ 14 ವರ್ಷದೊಳಗಿನ ಬಾಲಕಿಯರಿಗೆ ಲಸಿಕೆ ಹಾಕಲಾಗುತ್ತದೆ. ಈ ಲಸಿಕೆಯು ಗರ್ಭಕಂಠದ ಕ್ಯಾನ್ಸರ್ ತಡೆಗಟ್ಟುವಲ್ಲಿ ಪರಿಣಾಮಕಾರಿಯಾಗಿದೆ. ಪೋಷಕರು ತಮ್ಮ ಮಕ್ಕಳಿಗೆ ಲಸಿಕೆ ಹಾಕಿಸಲು ಮುಂದೆ ಬರಬೇಕು ಎಂದು ಮನವಿ ಮಾಡಿದರು. ಹೆಣ್ಣುಮಕ್ಕಳ ಆರೋಗ್ಯ, ಶಿಕ್ಷಣ, ಸುರಕ್ಷತೆ ಮೇಲೆ ಕೇಂದ್ರೀಕೃತ ಯೋಜನೆಗಳನ್ನು ಹಮ್ಮಿಕೊಂಡಿದೆ. ಜುಲೈ 16 ರಿಂದ ಲಸಿಕಾ ಅಭಿಯಾನ ಆರಂಭಗೊಳ್ಳಲಿದ್ದು ಜಿಲ್ಲೆಯ ವಿವಿಧ ಶಾಲೆಗಳಲ್ಲಿ ಶಿಬಿರಗಳನ್ನು ಆಯೋಜಿಸಲಾಗುವುದು. ಸುದ್ದಿಗೋಷ್ಠಿಯಲ್ಲಿ ಪದಾಧಿಕಾರಿಗಳು ಉಪಸ್ಥಿತರಿದ್ದರು.: [369, 559, 477, 722]
nav-row-1: [340, 69, 606, 85]
bear-headline-2: ಕರಡಿಗಳಿಂದ ಭಯಭೀತರಾದ ಜನ: [603, 148, 797, 169]
training-kicker: ಕೃಷಿ ಪತ್ತಿನ ಸಂಘದ ಮುಖ್ಯಸ್ಥರಿಗೆ ತರಬೇತಿ ಕಾರ್ಯಾಗಾರ: [24, 490, 239, 504]
nav-item[interactable]: • ಬೆಂಗಳೂರು: [340, 72, 383, 82]
national-adalat-headline: ರಾಷ್ಟ್ರೀಯ ಲೋಕ್ ಅದಾಲತ್ ಮೂಲಕ ವಿವಿಧ ಪ್ರಕರಣಗಳ ಸಂಧಾನ : ನ್ಯಾಯಾಧೀಶೆ ಕೆ.ಜಿ ಶಾಂತಿ: [151, 1269, 532, 1284]
epaper-link[interactable]: https://epaper.suddimoola.in: [196, 87, 319, 97]
section-rule: [599, 829, 925, 830]
land-dateline: ■ ಸುದ್ದಿಮೂಲ ವಾರ್ತೆ ಬಳ್ಳಾರಿ, ಜು.12:: [713, 1137, 814, 1145]
adalat-photo-2: [178, 1113, 408, 1223]
twitter-link[interactable]: twitter.com/@suddimoola22: [687, 87, 807, 97]
school-body-left: [601, 600, 755, 825]
school-body-2: 1 ರಿಂದ 7 ನೇ ತರಗತಿಯವರೆಗೆ ಮಕ್ಕಳು ಇದ್ದು ಒಟ್ಟು ಕೊಠಡಿಗಳಲ್ಲಿ 158 ವಿದ್ಯಾರ್ಥಿಗಳು ಇದ್ದಾರೆ. ಶಾಲೆಯ ಶಿಕ್ಷಕರ ಕೊರತೆಯೂ ಇದೆ. ಶಾಲೆ ಕಟ್ಟಡ ದುರಸ್ತಿ ಮಾಡದಿದ್ದರೆ ಪ್ರತಿಭಟನೆ ನಡೆಸಲಾಗುವುದು ಎಂದು ಗ್ರಾಮಸ್ಥರು ಎಚ್ಚರಿಸಿದ್ದಾರೆ. ಶಾಲಾ ಕಟ್ಟಡ ಕುಸಿಯುವ ಹಂತದಲ್ಲಿದ್ದು ಯಾವುದೇ ಅನಾಹುತ ಸಂಭವಿಸುವ ಮುನ್ನ ಕ್ರಮ ಕೈಗೊಳ್ಳಬೇಕು.: [601, 600, 755, 656]
cancer-body-cont: ಲಕ್ಷಾಂತರ ಮಕ್ಕಳು ಬಾಲಕಿಯರಿಗೆ ಗರ್ಭಕಂಠದ ಕ್ಯಾನ್ಸರ್ (ಸರ್ವೈಕಲ್ ಕ್ಯಾನ್ಸರ್) ಲಸಿಕೆಯನ್ನು ಉಚಿತವಾಗಿ ನೀಡುವ ಮಹತ್ವಾಕಾಂಕ್ಷಿ ಯೋಜನೆಗೆ ಇನ್ನರ್‌ವ್ಹೀಲ್ ಸಂಸ್ಥೆ 2025-26ನೇ ಸಾಲಿನ ಅಡಿಯಲ್ಲಿ ಚಾಲನೆ ನೀಡಿದೆ. ನಗರದ ಖಾಸಗಿ ಭವನದಲ್ಲಿ ನಡೆದ ಕಾರ್ಯಕ್ರಮದಲ್ಲಿ 9 ರಿಂದ 14 ವರ್ಷದೊಳಗಿನ ಬಾಲಕಿಯರಿಗೆ ಲಸಿಕೆ ಹಾಕಲಾಗುತ್ತದೆ. ಈ ಲಸಿಕೆಯು ಗರ್ಭಕಂಠದ ಕ್ಯಾನ್ಸರ್ ತಡೆಗಟ್ಟುವಲ್ಲಿ ಪರಿಣಾಮಕಾರಿಯಾಗಿದೆ. ಪೋಷಕರು ತಮ್ಮ ಮಕ್ಕಳಿಗೆ ಲಸಿಕೆ ಹಾಕಿಸಲು ಮುಂದೆ ಬರಬೇಕು ಎಂದು ಮನವಿ ಮಾಡಿದರು. ಹೆಣ್ಣುಮಕ್ಕಳ ಆರೋಗ್ಯ, ಶಿಕ್ಷಣ, ಸುರಕ್ಷತೆ ಮೇಲೆ ಕೇಂದ್ರೀಕೃತ ಯೋಜನೆಗಳನ್ನು ಹಮ್ಮಿಕೊಂಡಿದೆ. ಜುಲೈ 16 ರಿಂದ ಲಸಿಕಾ ಅಭಿಯಾನ ಆರಂಭಗೊಳ್ಳಲಿದ್ದು ಜಿಲ್ಲೆಯ ವಿವಿಧ ಶಾಲೆಗಳಲ್ಲಿ ಶಿಬಿರಗಳನ್ನು ಆಯೋಜಿಸಲಾಗುವುದು. ಸುದ್ದಿಗೋಷ್ಠಿಯಲ್ಲಿ ಪದಾಧಿಕಾರಿಗಳು ಉಪಸ್ಥಿತರಿದ್ದರು.: [369, 550, 593, 798]
school-body-1: ಸ್ಥಳ ತೋರಿಸಿದ್ದಾರೆ. ಸರಕಾರಿ ಶಾಲೆಯ ಕಟ್ಟಡ ಶಿಥಿಲಗೊಂಡಿದ್ದು ಮಕ್ಕಳು ಭಯದಲ್ಲಿ ಪಾಠ ಕೇಳುವಂತಾಗಿದೆ. 158 ವಿದ್ಯಾರ್ಥಿಗಳು ಅಭ್ಯಾಸ ಮಾಡುತ್ತಿರುವ ಶಾಲೆಯಲ್ಲಿ ಕೊಠಡಿಗಳ ಕೊರತೆ ಇದೆ. ಮಳೆ ಬಂದರೆ ಕೊಠಡಿಗಳು ಸೋರುತ್ತವೆ. ಶೌಚಾಲಯ ಹಾಗೂ ಕುಡಿಯುವ ನೀರಿನ ವ್ಯವಸ್ಥೆ ಇಲ್ಲ. ಸಂಬಂಧಿಸಿದ ಅಧಿಕಾರಿಗಳು ತಕ್ಷಣ ಗಮನಹರಿಸಿ ಹೊಸ ಕಟ್ಟಡ ನಿರ್ಮಿಸಬೇಕು ಎಂದು ಪಾಲಕರು ಒತ್ತಾಯಿಸಿದ್ದಾರೆ.: [759, 486, 923, 542]
